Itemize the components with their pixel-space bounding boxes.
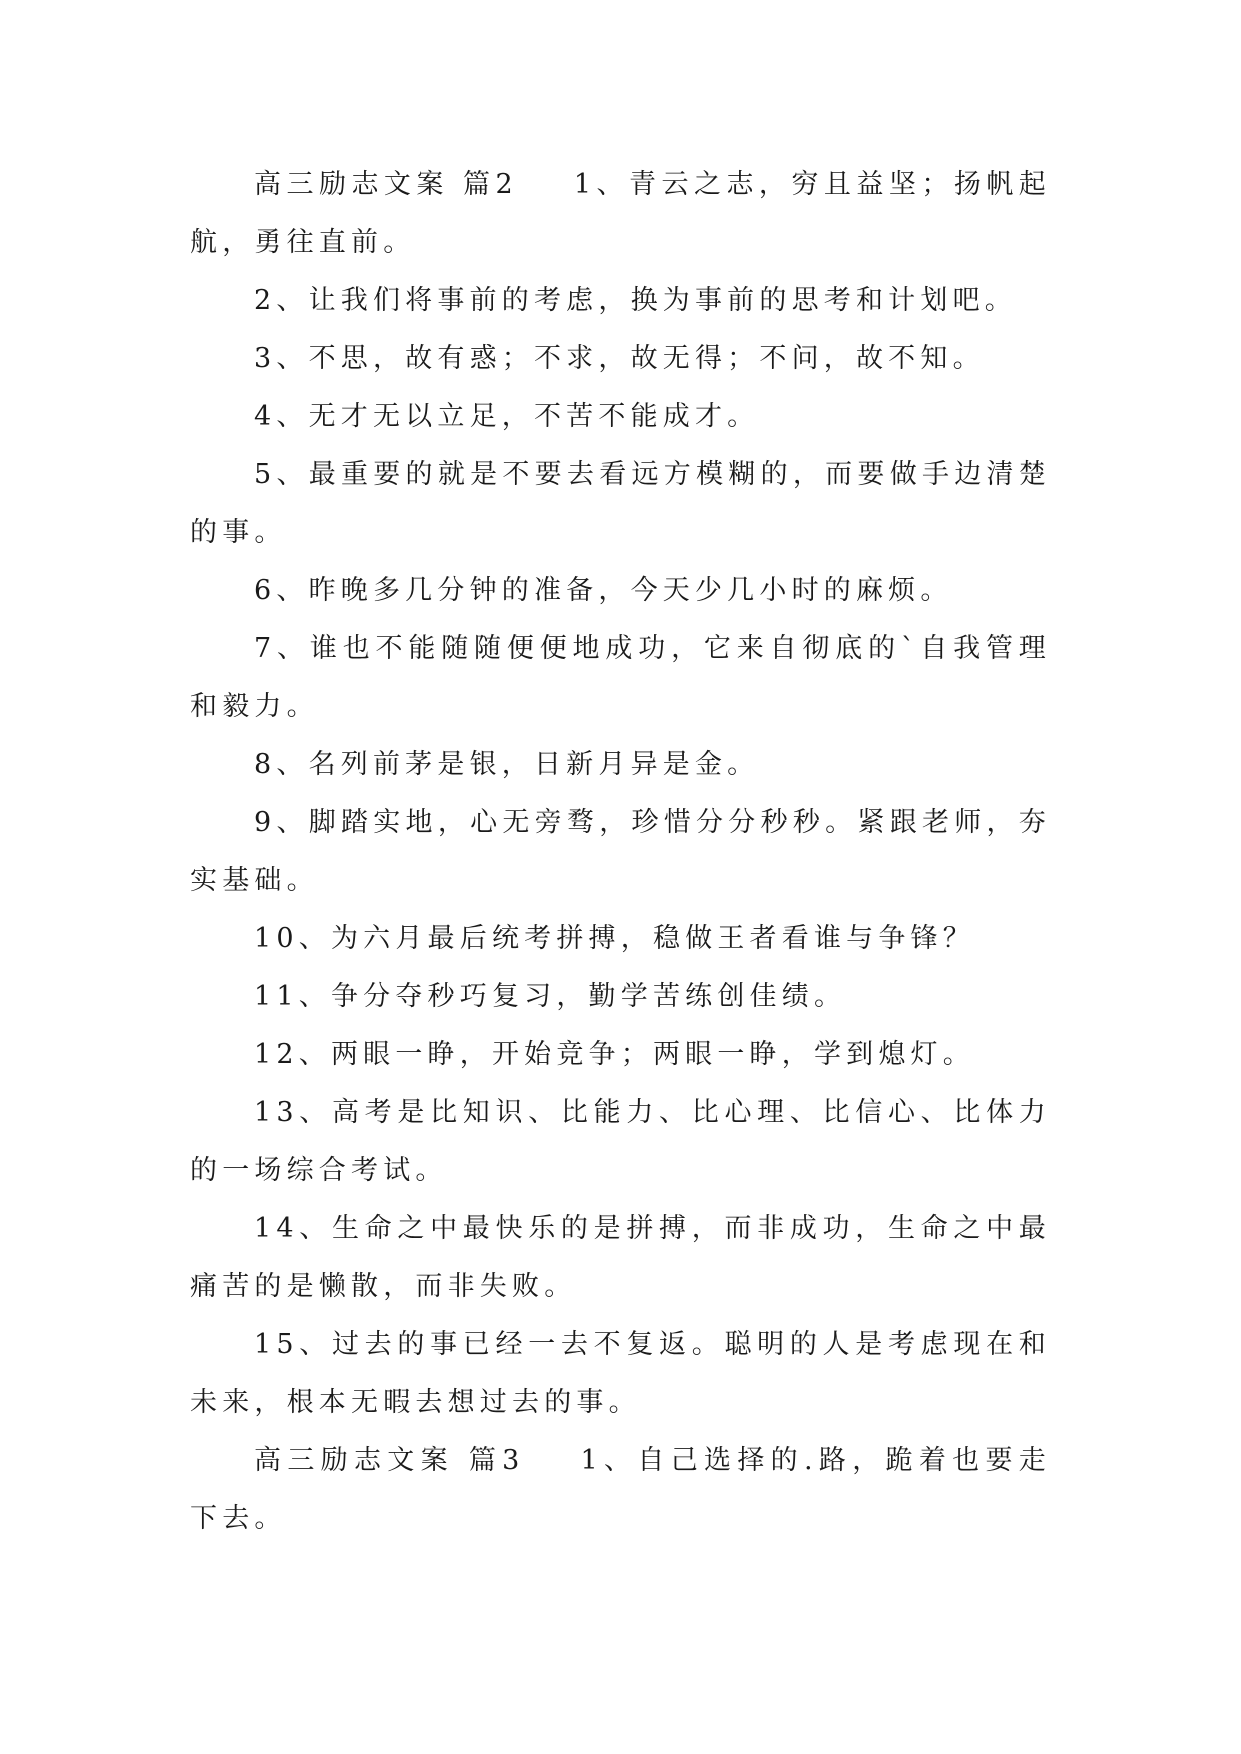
list-item: 4、无才无以立足，不苦不能成才。 — [254, 401, 760, 432]
list-item: 6、昨晚多几分钟的准备，今天少几小时的麻烦。 — [254, 575, 953, 606]
list-item: 14、生命之中最快乐的是拼搏，而非成功，生命之中最痛苦的是懒散，而非失败。 — [190, 1213, 1051, 1302]
section-2-intro — [190, 156, 1051, 272]
section-heading: 高三励志文案 篇2 — [254, 169, 518, 200]
list-item: 3、不思，故有惑；不求，故无得；不问，故不知。 — [254, 343, 985, 374]
section-heading: 高三励志文案 篇3 — [254, 1445, 525, 1476]
list-item: 1、自己选择的.路，跪着也要走下去。 — [190, 1445, 1052, 1534]
list-item: 2、让我们将事前的考虑，换为事前的思考和计划吧。 — [254, 285, 1017, 316]
list-item: 15、过去的事已经一去不复返。聪明的人是考虑现在和未来，根本无暇去想过去的事。 — [190, 1329, 1051, 1418]
document-page — [190, 156, 1051, 1548]
list-item: 7、谁也不能随随便便地成功，它来自彻底的`自我管理和毅力。 — [190, 633, 1051, 722]
section-3-intro — [190, 1432, 1051, 1548]
list-item: 8、名列前茅是银，日新月异是金。 — [254, 749, 760, 780]
list-item: 13、高考是比知识、比能力、比心理、比信心、比体力的一场综合考试。 — [190, 1097, 1051, 1186]
list-item: 1、青云之志，穷且益坚；扬帆起航，勇往直前。 — [190, 169, 1051, 258]
list-item: 11、争分夺秒巧复习，勤学苦练创佳绩。 — [254, 981, 847, 1012]
list-item: 10、为六月最后统考拼搏，稳做王者看谁与争锋？ — [254, 923, 975, 954]
list-item: 5、最重要的就是不要去看远方模糊的，而要做手边清楚的事。 — [190, 459, 1051, 548]
list-item: 12、两眼一睁，开始竞争；两眼一睁，学到熄灯。 — [254, 1039, 975, 1070]
list-item: 9、脚踏实地，心无旁骛，珍惜分分秒秒。紧跟老师，夯实基础。 — [190, 807, 1051, 896]
